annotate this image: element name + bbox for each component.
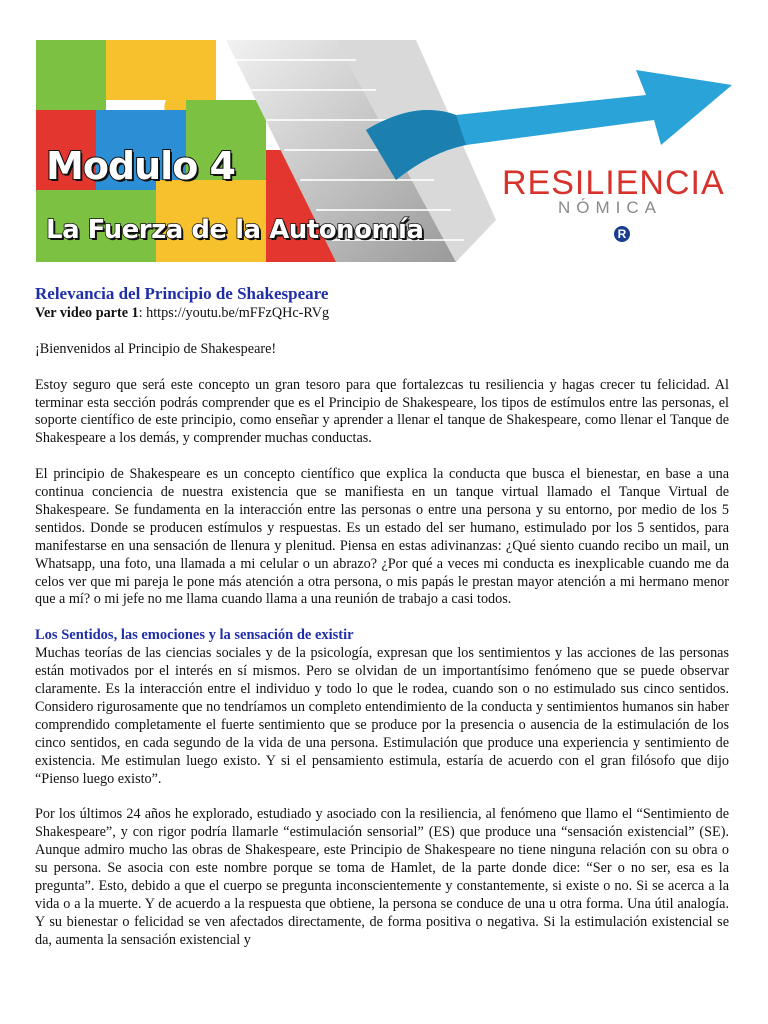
video-line: [35, 305, 729, 323]
article-title: Relevancia del Principio de Shakespeare: [35, 284, 329, 303]
research-paragraph: Por los últimos 24 años he explorado, estudiado y asociado con la resiliencia, al fenómeno que llamo el “Sentimiento de Shakespeare”, y con rigor podría llamarle “estimulación sensorial” (ES) que produce una “sensación existencial” (SE). Aunque admiro mucho las obras de Shakespeare, este Principio de Shakespeare no tiene ninguna relación con su obra o su persona. Se asocia con este nombre porque se toma de Hamlet, de la parte donde dice: “Ser o no ser, esa es la pregunta”. Esto, debido a que el cuerpo se pregunta inconscientemente y constantemente, si existe o no. Si se acerca a la vida o a la muerte. Y de acuerdo a la respuesta que obtiene, la persona se conduce de una u otra forma. Una útil analogía. Y su bienestar o felicidad se ven afectados directamente, de forma positiva o negativa. Si la estimulación existencial se da, aumenta la sensación existencial y: [35, 806, 729, 948]
module-subtitle: La Fuerza de la Autonomía: [46, 215, 424, 245]
brand-logo-subtext: NÓMICA: [558, 198, 662, 217]
video-link[interactable]: : https://youtu.be/mFFzQHc-RVg: [138, 305, 330, 321]
registered-mark-icon: R: [614, 226, 630, 242]
brand-logo-text: RESILIENCIA: [502, 164, 725, 202]
section-heading: Los Sentidos, las emociones y la sensación de existir: [35, 627, 354, 644]
module-banner: [36, 40, 732, 262]
welcome-paragraph: ¡Bienvenidos al Principio de Shakespeare!: [35, 340, 277, 357]
definition-paragraph: El principio de Shakespeare es un concepto científico que explica la conducta que busca el bienestar, en base a una continua conciencia de nuestra existencia que se manifiesta en un tanque virtual llamado el Tanque Virtual de Shakespeare. Se fundamenta en la interacción entre las personas o entre una persona y su entorno, por medio de los 5 sentidos. Donde se producen estímulos y respuestas. Es un estado del ser humano, estimulado por los 5 sentidos, para manifestarse en una sensación de llenura y plenitud. Piensa en estas adivinanzas: ¿Qué siento cuando recibo un mail, un Whatsapp, una foto, una llamada a mi celular o un abrazo? ¿Por qué a veces mi conducta es inexplicable cuando me da celos ver que mi pareja le pone más atención a otra persona, o mis papás le prestan mayor atención a mi hermano menor que a mí? o mi jefe no me llama cuando llama a una reunión de trabajo a casi todos.: [35, 466, 729, 608]
article-body: [35, 283, 729, 967]
module-title: Modulo 4: [46, 144, 235, 188]
video-label: Ver video parte 1: [35, 305, 139, 321]
intro-paragraph: Estoy seguro que será este concepto un gran tesoro para que fortalezcas tu resiliencia y hagas crecer tu felicidad. Al terminar esta sección podrás comprender que es el Principio de Shakespeare, los tipos de estímulos entre las personas, el soporte científico de este principio, como enseñar y aprender a llenar el tanque de Shakespeare, como llenar el Tanque de Shakespeare a los demás, y comprender muchas conductas.: [35, 376, 729, 447]
senses-paragraph: Muchas teorías de las ciencias sociales y de la psicología, expresan que los sentimientos y las acciones de las personas están motivados por el interés en sí mismos. Pero se olvidan de un importantísimo fenómeno que se puede observar claramente. Es la interacción entre el individuo y todo lo que le rodea, cuando son o no estimulado sus cinco sentidos. Considero rigurosamente que no tendríamos un completo entendimiento de la conducta y sentimientos humanos sin haber comprendido completamente el fuerte sentimiento que se produce por la presencia o ausencia de la estimulación de los cinco sentidos, en cada segundo de la vida de una persona. Estimulación que produce una experiencia y sentimiento de existencia. Me estimulan luego existo. Y si el pensamiento estimula, estaría de acuerdo con el gran filósofo que dijo “Pienso luego existo”.: [35, 645, 729, 787]
